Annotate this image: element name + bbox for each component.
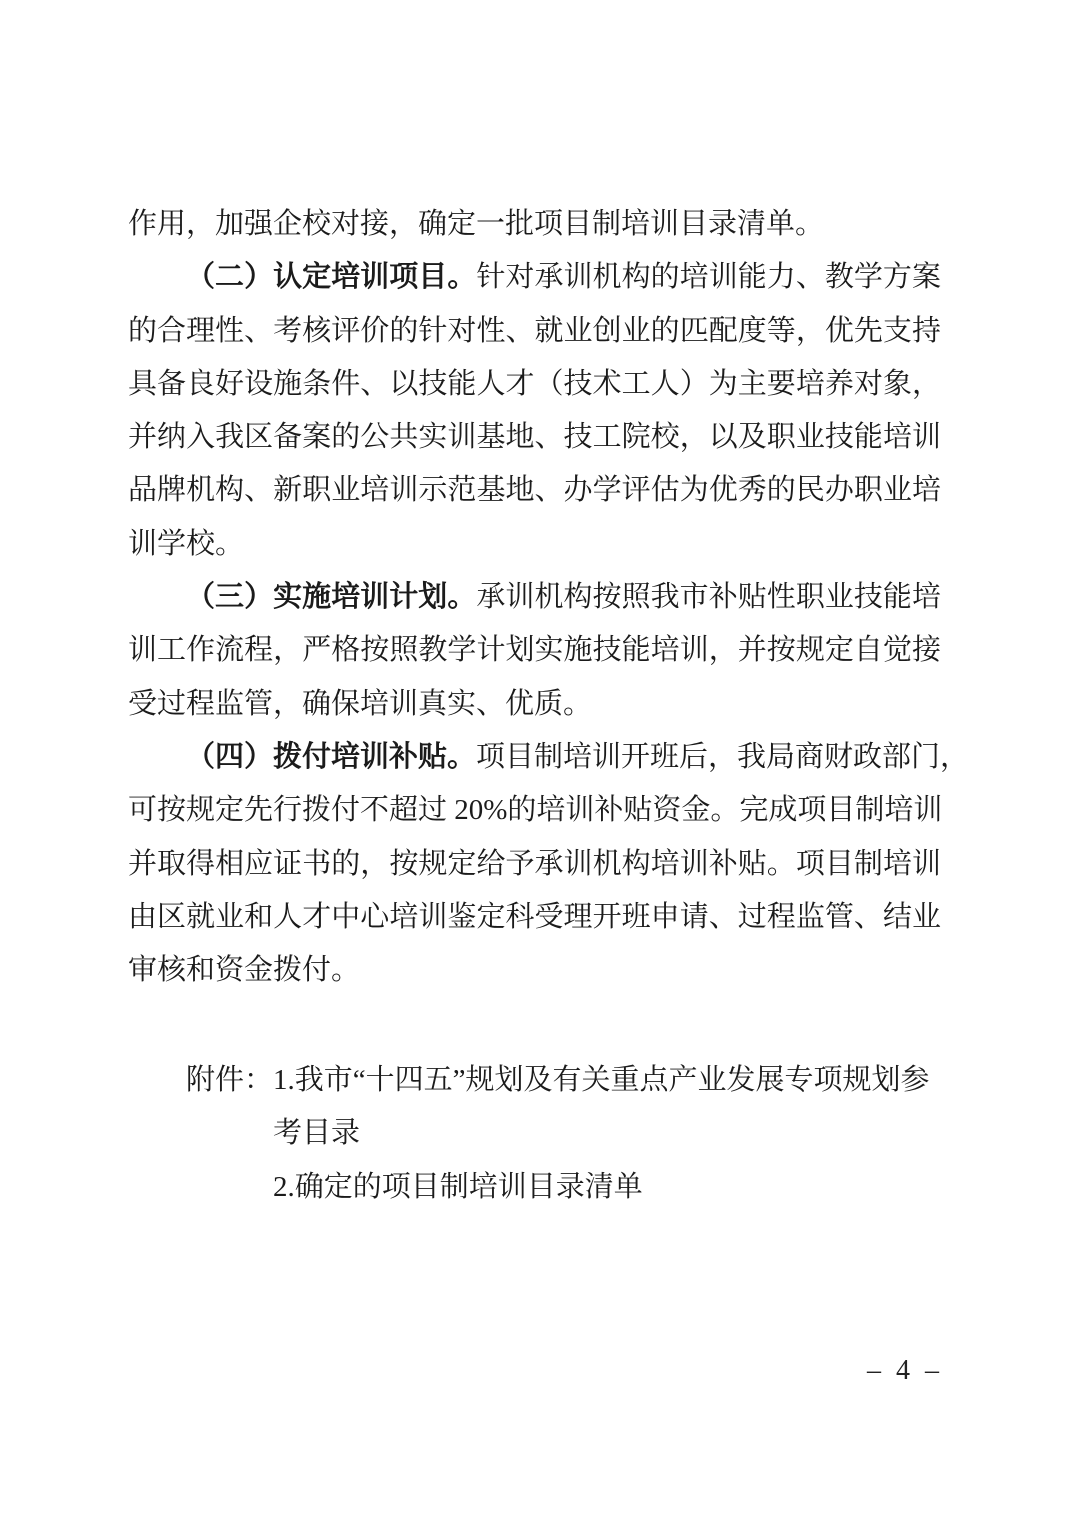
attachment-line (128, 1054, 941, 1107)
text-run: 受过程监管，确保培训真实、优质。 (128, 687, 593, 720)
text-run: 承训机构按照我市补贴性职业技能培 (476, 581, 941, 614)
text-run: 由区就业和人才中心培训鉴定科受理开班申请、过程监管、结业 (128, 900, 941, 933)
text-run: 训工作流程，严格按照教学计划实施技能培训，并按规定自觉接 (128, 634, 941, 667)
text-run: 具备良好设施条件、以技能人才（技术工人）为主要培养对象， (128, 367, 941, 400)
text-run: 作用，加强企校对接，确定一批项目制培训目录清单。 (128, 208, 825, 240)
text-line (128, 411, 941, 464)
text-line (128, 464, 941, 517)
heading-run: （三）实施培训计划。 (186, 581, 477, 614)
attachment-item-text: 考目录 (273, 1117, 361, 1150)
attachment-line (128, 1107, 941, 1160)
text-line (128, 358, 941, 411)
text-run: 品牌机构、新职业培训示范基地、办学评估为优秀的民办职业培 (128, 474, 941, 507)
text-run: 的合理性、考核评价的针对性、就业创业的匹配度等，优先支持 (128, 314, 941, 347)
text-line (128, 624, 941, 677)
attachment-line (128, 1161, 941, 1214)
heading-run: （四）拨付培训补贴。 (186, 740, 477, 773)
text-line (128, 305, 941, 358)
text-line (128, 518, 941, 571)
text-run: 项目制培训开班后，我局商财政部门， (476, 740, 970, 773)
heading-run: （二）认定培训项目。 (186, 261, 477, 294)
document-body (128, 198, 970, 997)
attachments-block (128, 1054, 941, 1214)
text-line (128, 251, 941, 304)
attachments-label: 附件： (186, 1064, 274, 1096)
text-line (128, 891, 941, 944)
text-run: 可按规定先行拨付不超过 20%的培训补贴资金。完成项目制培训 (128, 794, 943, 827)
text-line (128, 678, 941, 731)
attachment-item-text: 1.我市“十四五”规划及有关重点产业发展专项规划参 (273, 1064, 930, 1096)
text-line (128, 838, 941, 891)
text-line (128, 944, 941, 997)
page-number: – 4 – (867, 1355, 943, 1386)
text-run: 并取得相应证书的，按规定给予承训机构培训补贴。项目制培训 (128, 847, 941, 880)
text-run: 针对承训机构的培训能力、教学方案 (476, 261, 941, 294)
text-line (128, 731, 970, 784)
text-run: 并纳入我区备案的公共实训基地、技工院校，以及职业技能培训 (128, 421, 941, 454)
text-line (128, 784, 941, 837)
text-line (128, 571, 941, 624)
text-run: 训学校。 (128, 527, 245, 560)
text-run: 审核和资金拨付。 (128, 954, 361, 987)
attachment-item-text: 2.确定的项目制培训目录清单 (273, 1170, 643, 1203)
text-line (128, 198, 941, 251)
